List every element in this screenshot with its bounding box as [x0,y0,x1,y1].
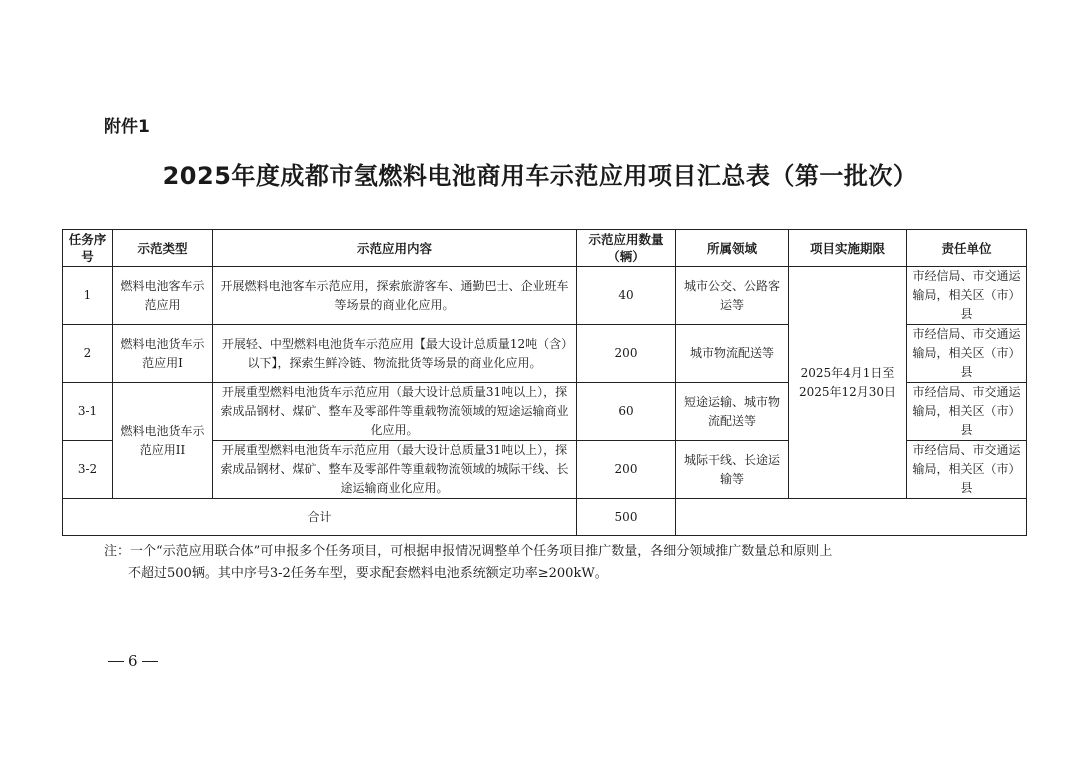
cell-domain: 城际干线、长途运输等 [676,441,789,499]
header-period: 项目实施期限 [789,230,907,267]
cell-domain: 城市物流配送等 [676,325,789,383]
cell-unit: 市经信局、市交通运输局，相关区（市）县 [907,441,1027,499]
header-unit: 责任单位 [907,230,1027,267]
footnote-line-2: 不超过500辆。其中序号3-2任务车型，要求配套燃料电池系统额定功率≥200kW。 [128,566,608,581]
cell-unit: 市经信局、市交通运输局，相关区（市）县 [907,267,1027,325]
total-row [63,499,1027,536]
cell-content: 开展燃料电池客车示范应用，探索旅游客车、通勤巴士、企业班车等场景的商业化应用。 [213,267,577,325]
header-content: 示范应用内容 [213,230,577,267]
cell-seq: 3-2 [63,441,113,499]
cell-quantity: 60 [577,383,676,441]
total-label: 合计 [63,499,577,536]
summary-table [62,229,1027,536]
cell-seq: 2 [63,325,113,383]
cell-unit: 市经信局、市交通运输局，相关区（市）县 [907,383,1027,441]
page-number [104,652,162,670]
cell-domain: 短途运输、城市物流配送等 [676,383,789,441]
cell-period: 2025年4月1日至2025年12月30日 [789,267,907,499]
cell-quantity: 200 [577,441,676,499]
cell-unit: 市经信局、市交通运输局，相关区（市）县 [907,325,1027,383]
header-quantity: 示范应用数量（辆） [577,230,676,267]
cell-type: 燃料电池货车示范应用I [113,325,213,383]
footnote [104,541,1004,585]
header-type: 示范类型 [113,230,213,267]
cell-content: 开展重型燃料电池货车示范应用（最大设计总质量31吨以上），探索成品钢材、煤矿、整车及零部件等重载物流领域的城际干线、长途运输商业化应用。 [213,441,577,499]
footnote-line-1: 注：一个“示范应用联合体”可申报多个任务项目，可根据申报情况调整单个任务项目推广数量，各细分领域推广数量总和原则上 [104,544,833,559]
cell-domain: 城市公交、公路客运等 [676,267,789,325]
header-seq: 任务序号 [63,230,113,267]
cell-type: 燃料电池客车示范应用 [113,267,213,325]
header-domain: 所属领域 [676,230,789,267]
page-dash-left [108,661,124,662]
cell-seq: 3-1 [63,383,113,441]
cell-quantity: 40 [577,267,676,325]
cell-quantity: 200 [577,325,676,383]
table-header-row [63,230,1027,267]
cell-content: 开展轻、中型燃料电池货车示范应用【最大设计总质量12吨（含）以下】，探索生鲜冷链、物流批货等场景的商业化应用。 [213,325,577,383]
page-title: 2025年度成都市氢燃料电池商用车示范应用项目汇总表（第一批次） [162,162,918,190]
total-quantity: 500 [577,499,676,536]
cell-content: 开展重型燃料电池货车示范应用（最大设计总质量31吨以上），探索成品钢材、煤矿、整车及零部件等重载物流领域的短途运输商业化应用。 [213,383,577,441]
table-row [63,267,1027,325]
cell-seq: 1 [63,267,113,325]
page-dash-right [142,661,158,662]
total-empty-cell [676,499,1027,536]
cell-type-merged: 燃料电池货车示范应用II [113,383,213,499]
page-number-value: 6 [128,652,138,670]
attachment-label: 附件1 [104,117,150,137]
